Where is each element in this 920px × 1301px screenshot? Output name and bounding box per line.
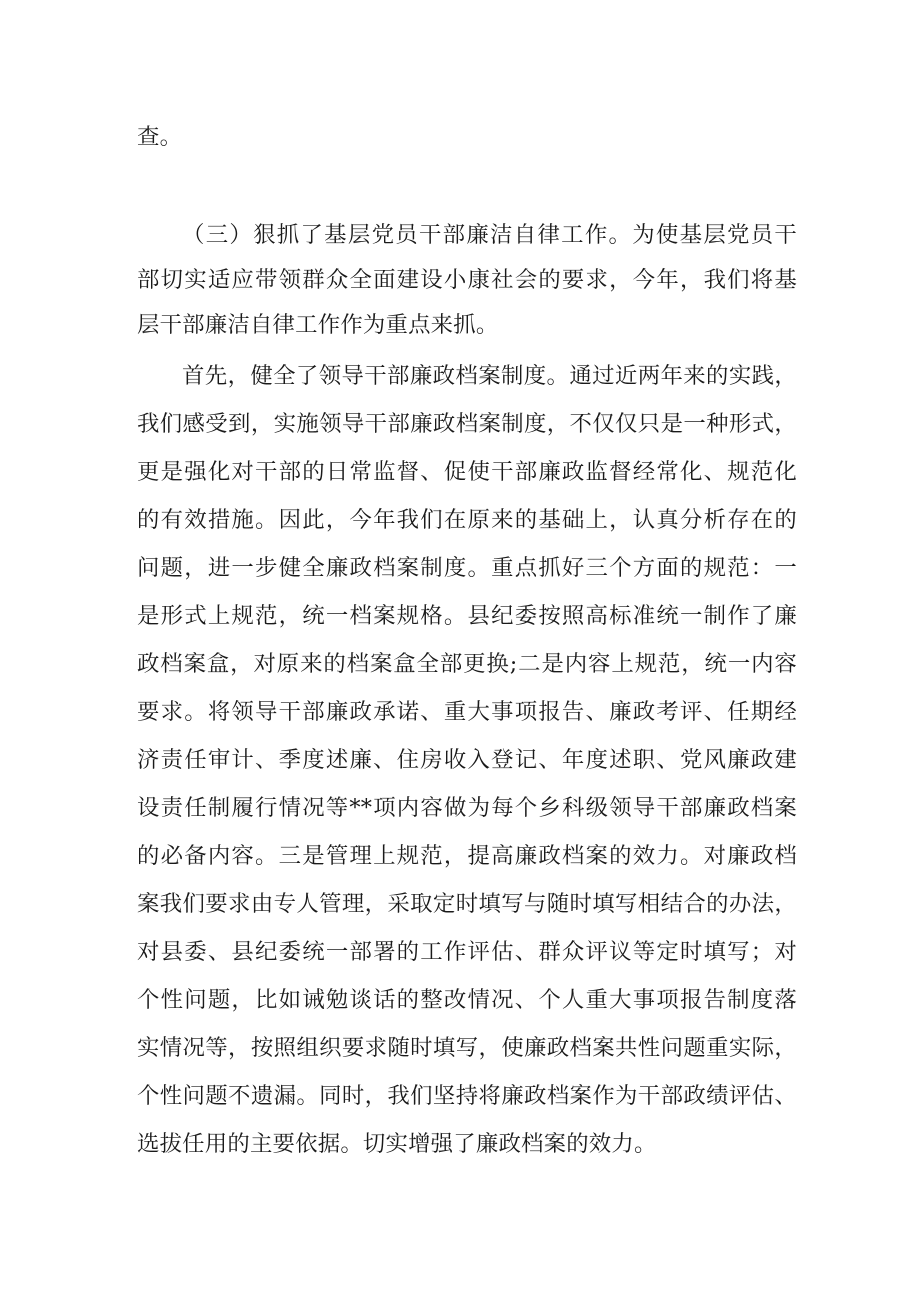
text-line: 实情况等，按照组织要求随时填写，使廉政档案共性问题重实际， <box>137 1035 797 1061</box>
text-line: 问题，进一步健全廉政档案制度。重点抓好三个方面的规范：一 <box>137 555 797 581</box>
text-line: 要求。将领导干部廉政承诺、重大事项报告、廉政考评、任期经 <box>137 699 797 725</box>
text-line: 我们感受到，实施领导干部廉政档案制度，不仅仅只是一种形式， <box>137 411 797 437</box>
text-line: 案我们要求由专人管理，采取定时填写与随时填写相结合的办法， <box>137 891 797 917</box>
text-line: 选拔任用的主要依据。切实增强了廉政档案的效力。 <box>137 1131 657 1157</box>
text-line: 更是强化对干部的日常监督、促使干部廉政监督经常化、规范化 <box>137 459 797 485</box>
text-line: 政档案盒，对原来的档案盒全部更换;二是内容上规范，统一内容 <box>137 651 797 677</box>
text-line: 个性问题，比如诫勉谈话的整改情况、个人重大事项报告制度落 <box>137 987 797 1013</box>
text-line: 对县委、县纪委统一部署的工作评估、群众评议等定时填写；对 <box>137 939 797 965</box>
text-line: 层干部廉洁自律工作作为重点来抓。 <box>137 312 499 338</box>
text-line: 的有效措施。因此，今年我们在原来的基础上，认真分析存在的 <box>137 507 797 533</box>
text-line: 个性问题不遗漏。同时，我们坚持将廉政档案作为干部政绩评估、 <box>137 1083 797 1109</box>
text-line: 查。 <box>137 124 183 150</box>
paragraph-first-line: 首先，健全了领导干部廉政档案制度。通过近两年来的实践， <box>182 363 797 389</box>
section-heading-line: （三）狠抓了基层党员干部廉洁自律工作。为使基层党员干 <box>182 222 797 248</box>
text-line: 部切实适应带领群众全面建设小康社会的要求，今年，我们将基 <box>137 267 797 293</box>
text-line: 是形式上规范，统一档案规格。县纪委按照高标准统一制作了廉 <box>137 603 797 629</box>
text-line: 济责任审计、季度述廉、住房收入登记、年度述职、党风廉政建 <box>137 747 797 773</box>
text-line: 设责任制履行情况等**项内容做为每个乡科级领导干部廉政档案 <box>137 795 797 821</box>
text-line: 的必备内容。三是管理上规范，提高廉政档案的效力。对廉政档 <box>137 843 797 869</box>
